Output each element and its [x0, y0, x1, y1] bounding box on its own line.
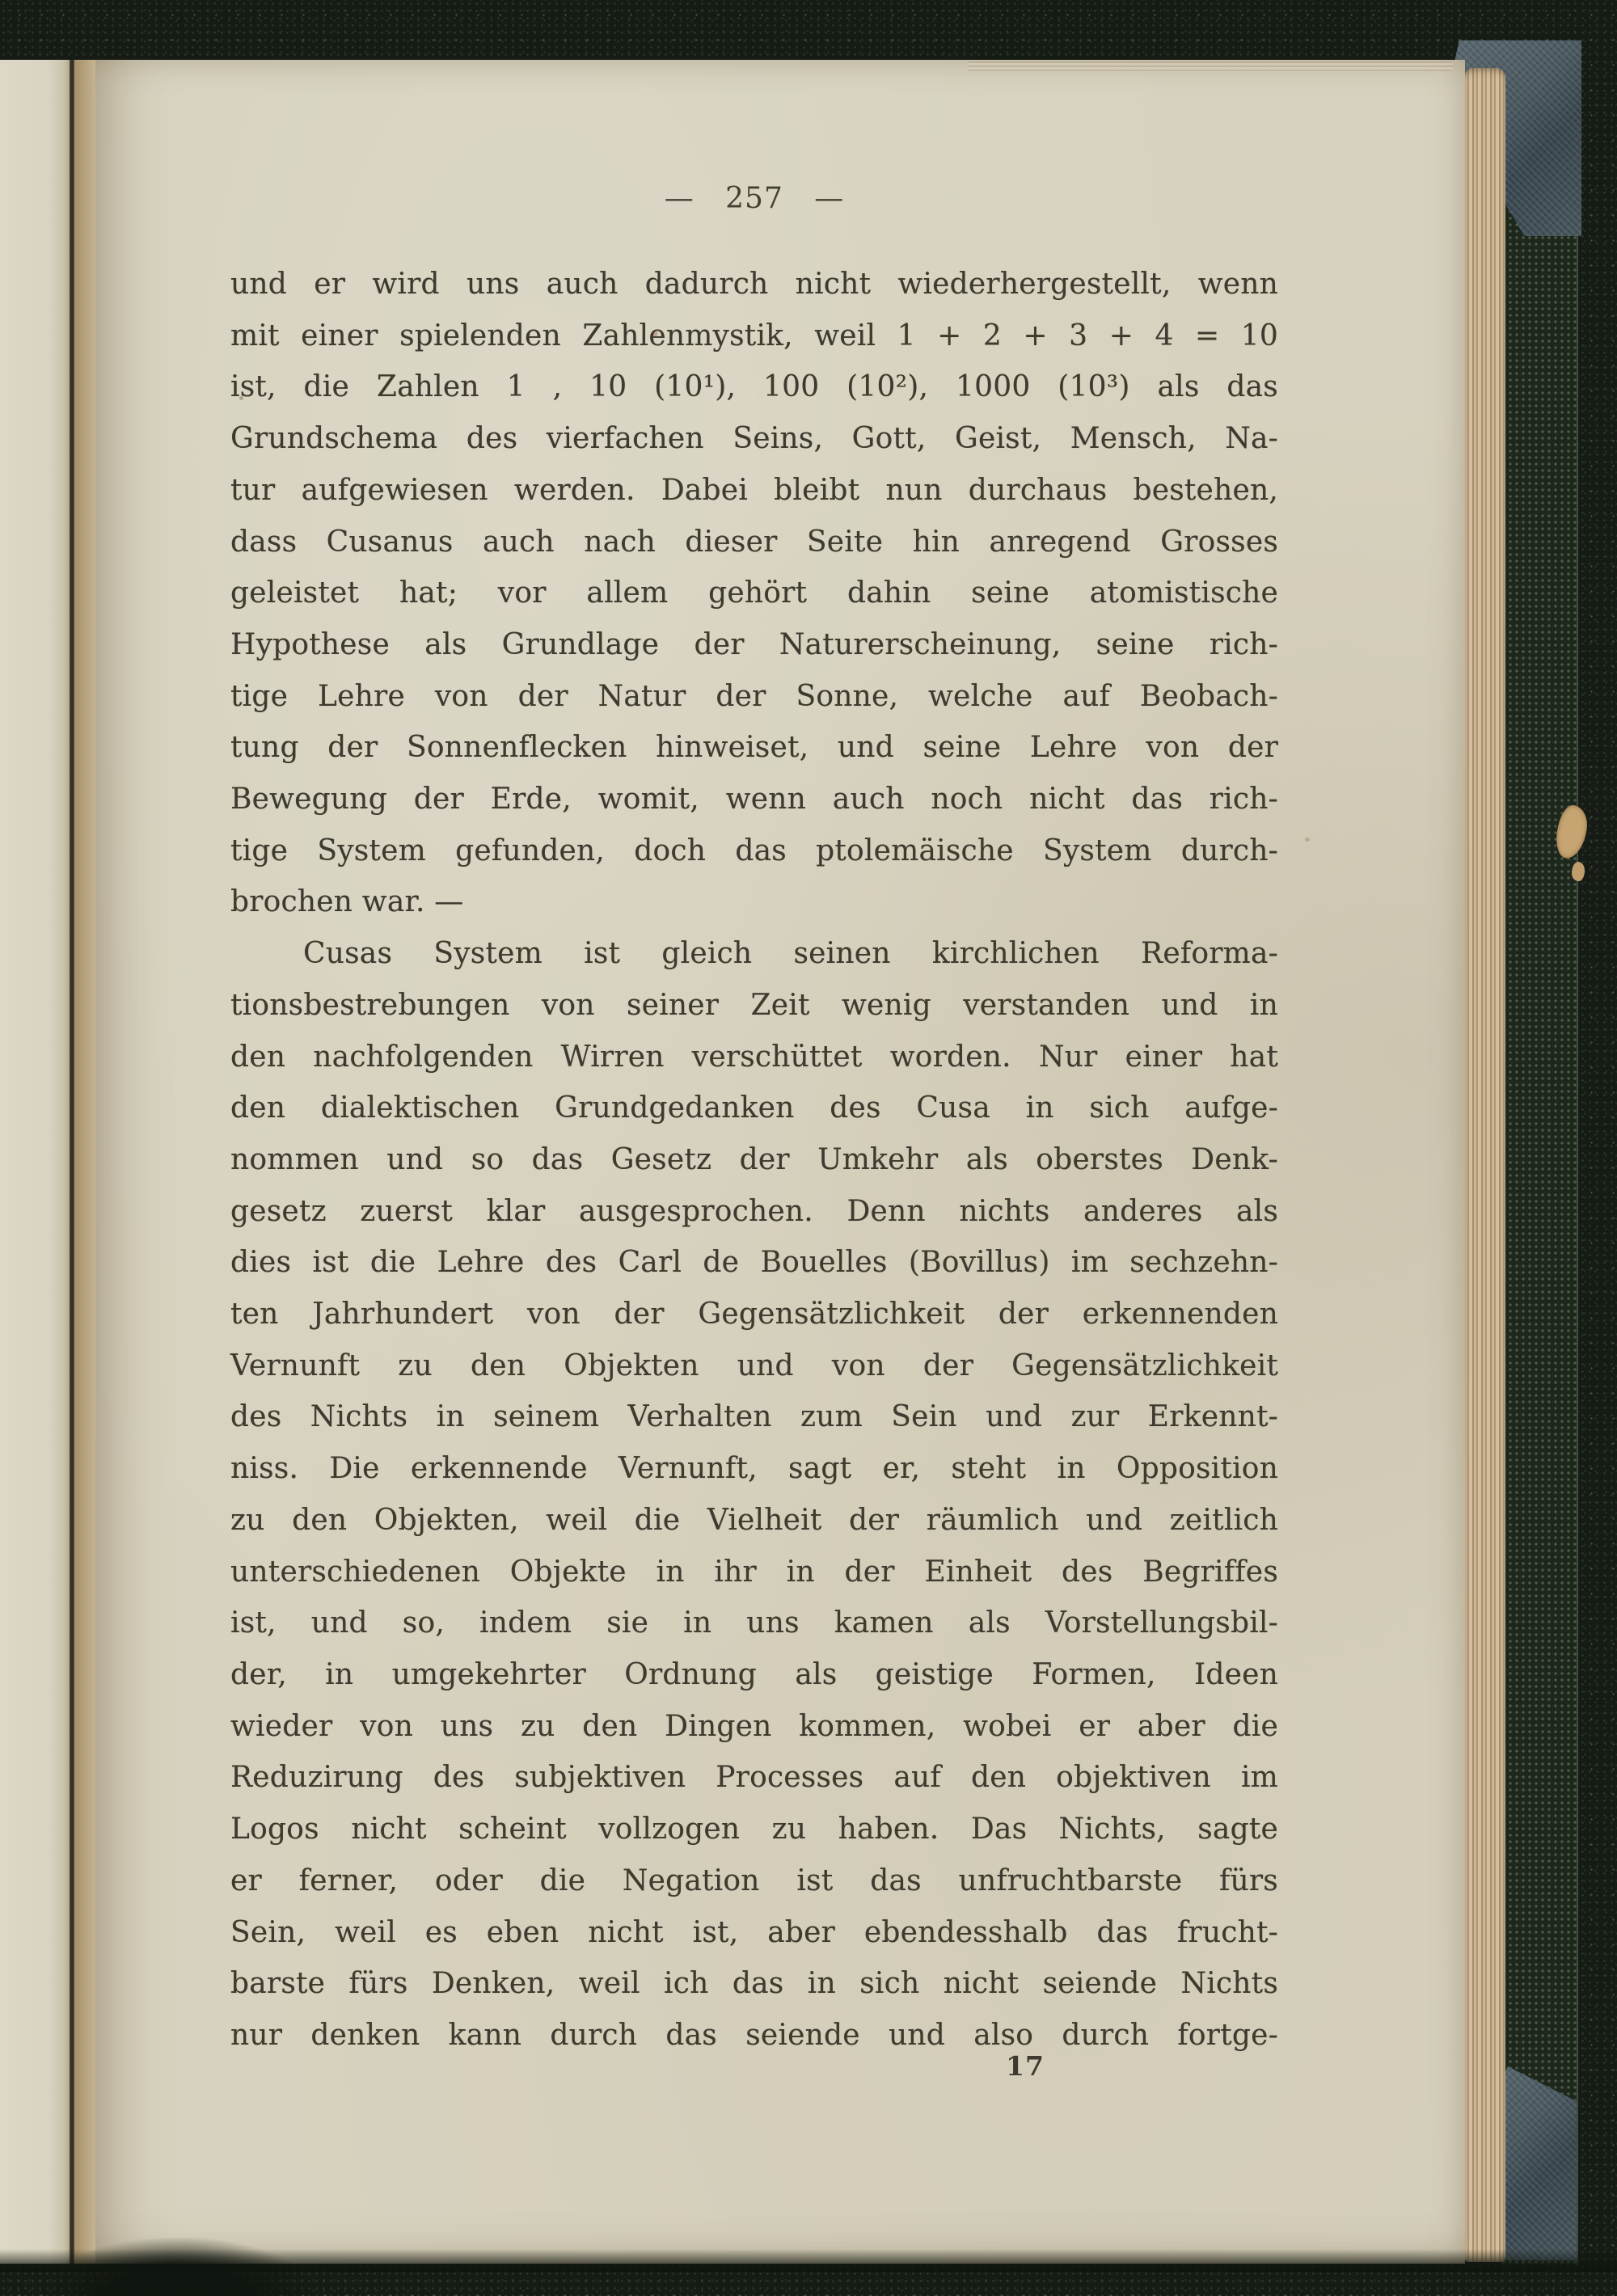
text-line: tung der Sonnenflecken hinweiset, und seine Lehre von der [230, 731, 1278, 765]
text-line: Vernunft zu den Objekten und von der Gegensätzlichkeit [230, 1348, 1278, 1382]
text-line: zu den Objekten, weil die Vielheit der räumlich und zeitlich [230, 1503, 1278, 1537]
text-line: Logos nicht scheint vollzogen zu haben. Das Nichts, sagte [230, 1813, 1278, 1847]
text-line: ist, die Zahlen 1 , 10 (10¹), 100 (10²), 1000 (10³) als das [230, 370, 1278, 404]
text-line: den dialektischen Grundgedanken des Cusa in sich aufge- [230, 1091, 1278, 1125]
bottom-cover-shadow [0, 2249, 1617, 2272]
text-line: nur denken kann durch das seiende und also durch fortge- [230, 2018, 1278, 2052]
text-line: Cusas System ist gleich seinen kirchlichen Reforma- [303, 937, 1278, 971]
text-block [230, 259, 1278, 2062]
text-line: und er wird uns auch dadurch nicht wiederhergestellt, wenn [230, 268, 1278, 301]
fore-edge-page-stack [1465, 68, 1505, 2262]
text-line: Sein, weil es eben nicht ist, aber ebendesshalb das frucht- [230, 1915, 1278, 1949]
text-line: tige System gefunden, doch das ptolemäische System durch- [230, 834, 1278, 867]
text-line: dass Cusanus auch nach dieser Seite hin anregend Grosses [230, 525, 1278, 559]
text-line: brochen war. — [230, 885, 464, 919]
text-line: dies ist die Lehre des Carl de Bouelles (Bovillus) im sechzehn- [230, 1246, 1278, 1280]
text-line: tur aufgewiesen werden. Dabei bleibt nun durchaus bestehen, [230, 473, 1278, 507]
cover-wear-spot [1572, 862, 1585, 881]
text-line: niss. Die erkennende Vernunft, sagt er, steht in Opposition [230, 1452, 1278, 1486]
signature-mark: 17 [1006, 2050, 1045, 2082]
facing-page-sliver [0, 60, 70, 2264]
text-line: ten Jahrhundert von der Gegensätzlichkeit der erkennenden [230, 1298, 1278, 1332]
text-line: Bewegung der Erde, womit, wenn auch noch nicht das rich- [230, 783, 1278, 817]
text-line: der, in umgekehrter Ordnung als geistige Formen, Ideen [230, 1657, 1278, 1691]
paper-speck [239, 396, 243, 400]
book-cover-board-edge [1501, 40, 1578, 2265]
paper-speck [1305, 838, 1310, 842]
text-line: unterschiedenen Objekte in ihr in der Einheit des Begriffes [230, 1555, 1278, 1589]
text-line: Grundschema des vierfachen Seins, Gott, Geist, Mensch, Na- [230, 422, 1278, 456]
text-line: tige Lehre von der Natur der Sonne, welche auf Beobach- [230, 679, 1278, 713]
text-line: ist, und so, indem sie in uns kamen als Vorstellungsbil- [230, 1606, 1278, 1640]
text-line: des Nichts in seinem Verhalten zum Sein und zur Erkennt- [230, 1400, 1278, 1434]
page-number: — 257 — [664, 182, 845, 215]
text-line: mit einer spielenden Zahlenmystik, weil 1 + 2 + 3 + 4 = 10 [230, 319, 1278, 352]
text-line: Hypothese als Grundlage der Naturerscheinung, seine rich- [230, 627, 1278, 661]
text-line: wieder von uns zu den Dingen kommen, wobei er aber die [230, 1709, 1278, 1743]
page-top-edge-texture [969, 61, 1454, 71]
book-page [95, 60, 1465, 2264]
text-line: tionsbestrebungen von seiner Zeit wenig verstanden und in [230, 988, 1278, 1022]
text-line: Reduzirung des subjektiven Processes auf den objektiven im [230, 1761, 1278, 1795]
text-line: er ferner, oder die Negation ist das unfruchtbarste fürs [230, 1863, 1278, 1897]
text-line: den nachfolgenden Wirren verschüttet worden. Nur einer hat [230, 1040, 1278, 1074]
paper-speck [653, 331, 658, 336]
text-line: gesetz zuerst klar ausgesprochen. Denn nichts anderes als [230, 1194, 1278, 1228]
text-line: geleistet hat; vor allem gehört dahin seine atomistische [230, 576, 1278, 610]
text-line: barste fürs Denken, weil ich das in sich nicht seiende Nichts [230, 1967, 1278, 2001]
text-line: nommen und so das Gesetz der Umkehr als oberstes Denk- [230, 1142, 1278, 1176]
